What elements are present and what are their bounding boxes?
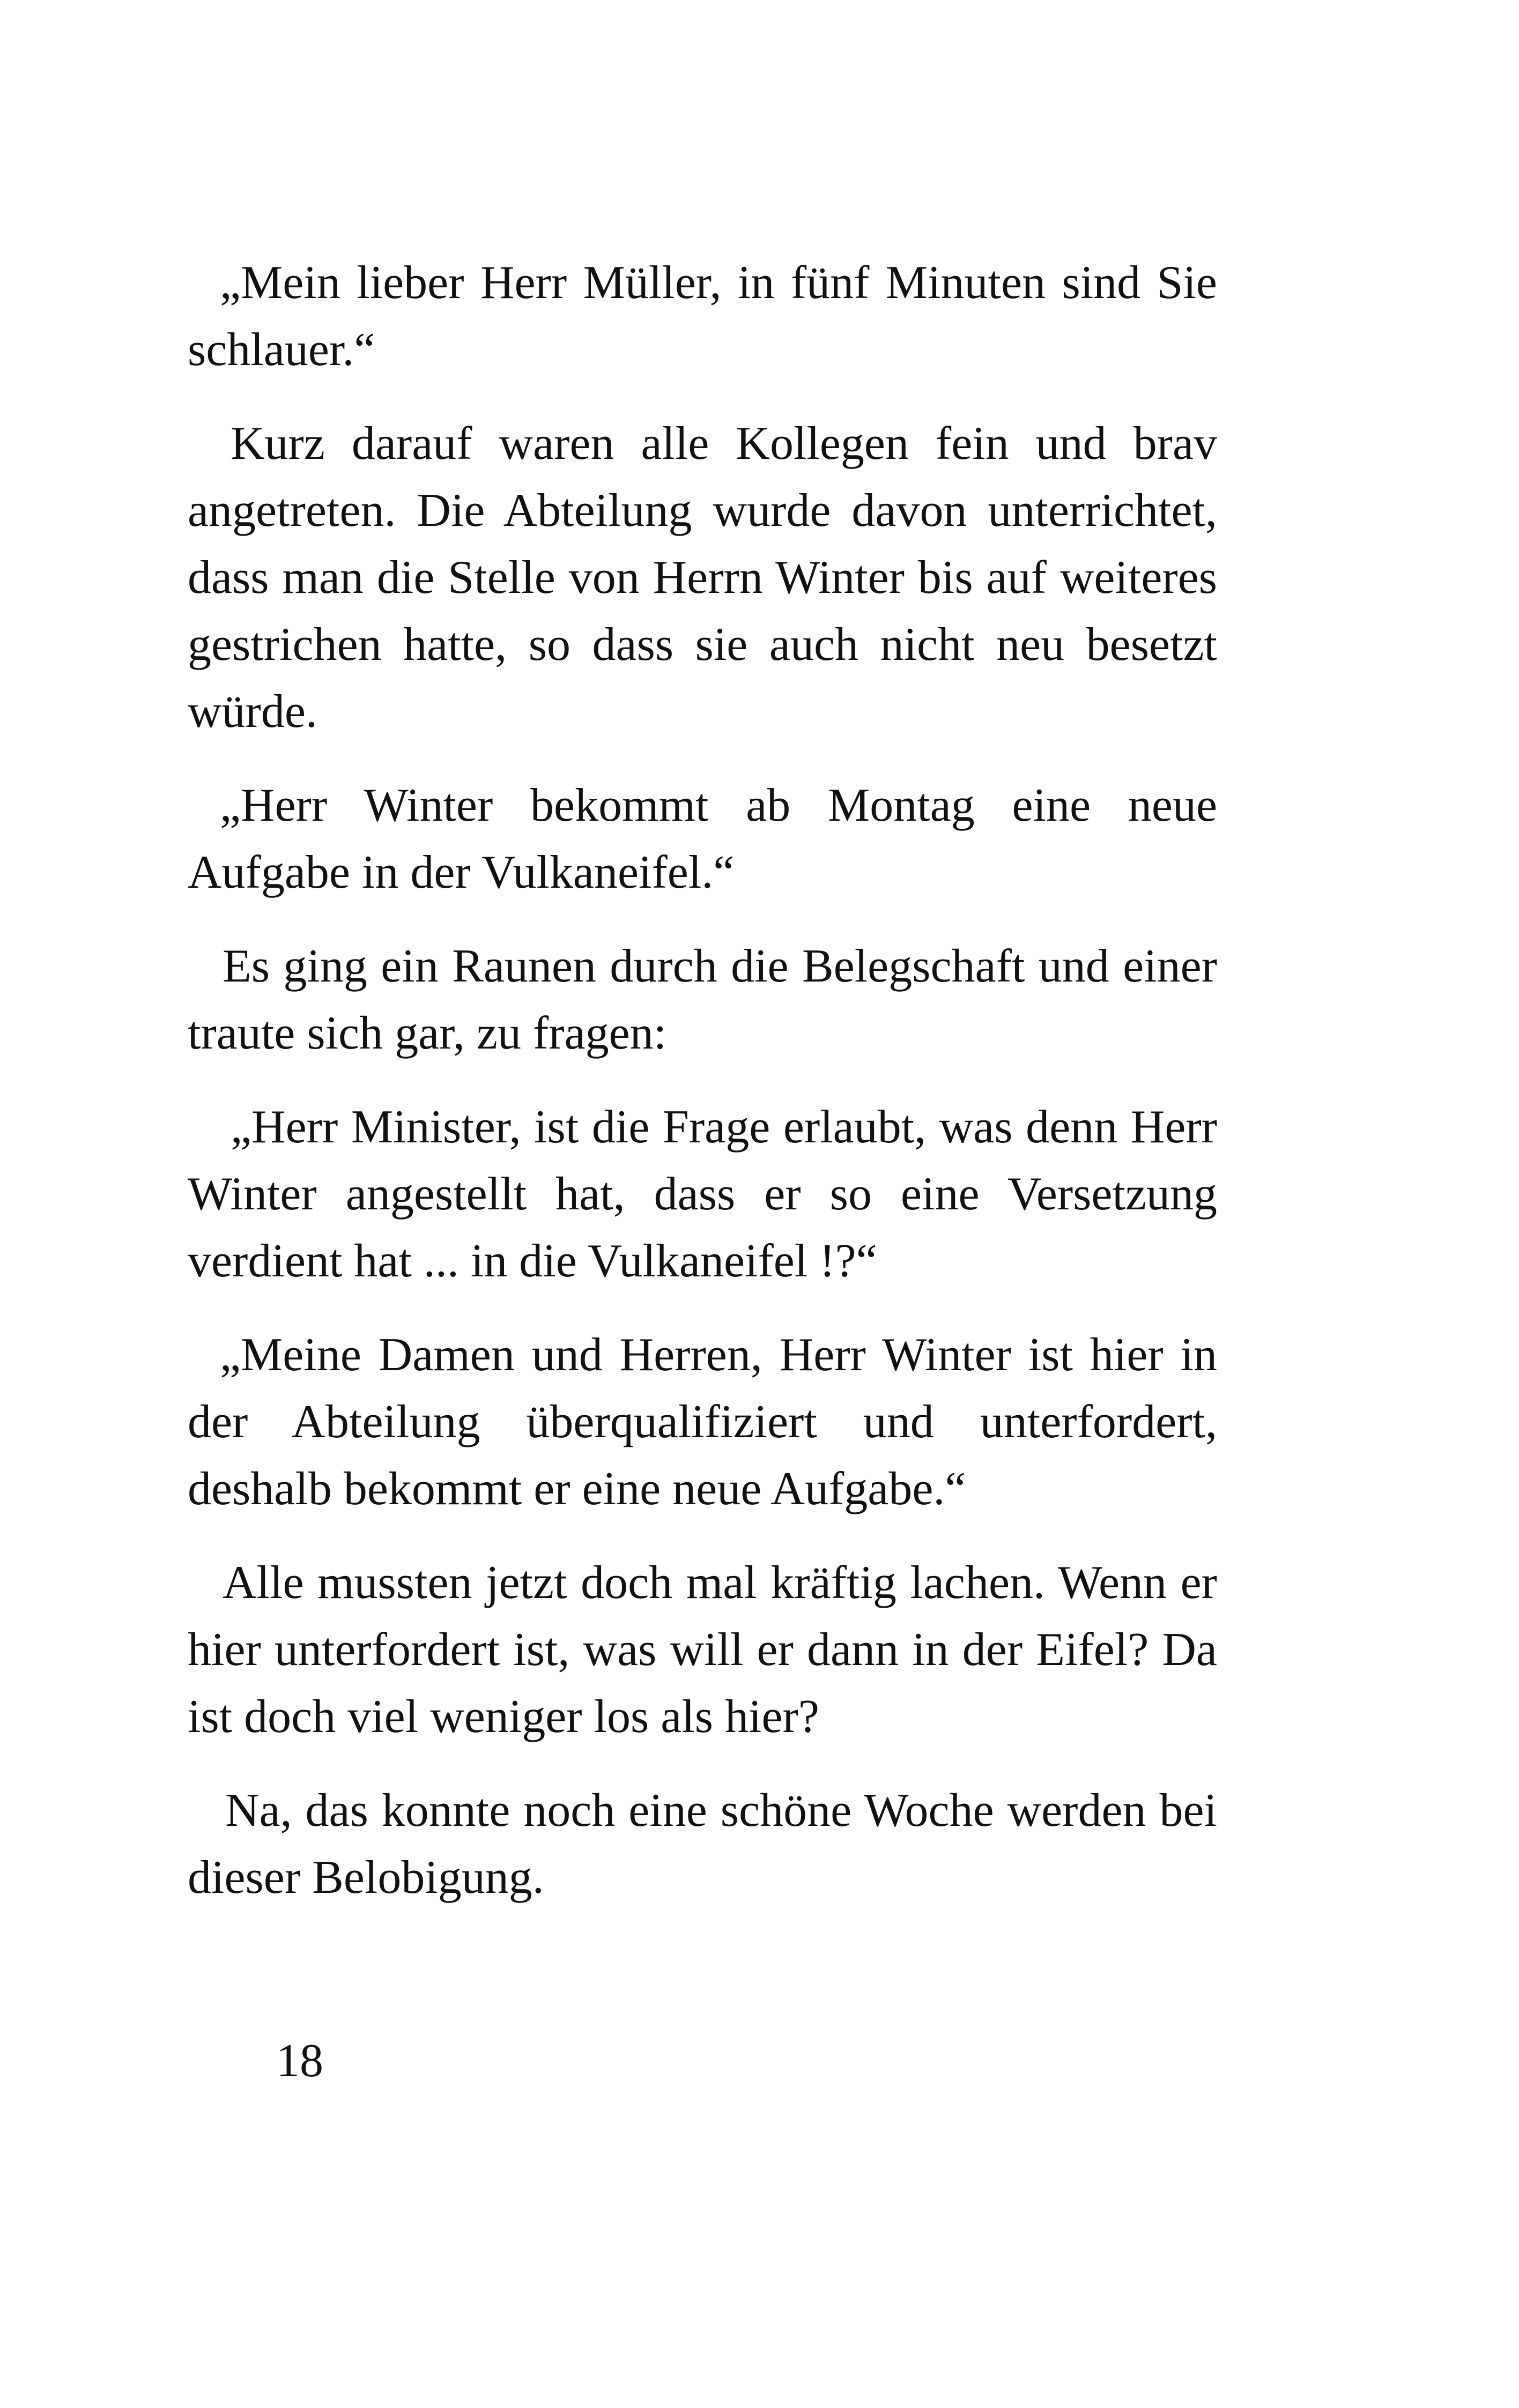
paragraph: „Meine Damen und Herren, Herr Winter ist hier in der Abteilung überqualifiziert und unterfordert, deshalb bekommt er eine neue Aufgabe.“	[188, 1329, 1217, 1515]
paragraph: Kurz darauf waren alle Kollegen fein und brav angetreten. Die Abteilung wurde davon unterrichtet, dass man die Stelle von Herrn Winter bis auf weiteres gestrichen hatte, so dass sie auch nicht neu besetzt würde.	[188, 418, 1217, 738]
body-text	[188, 249, 1217, 1938]
paragraph: Es ging ein Raunen durch die Belegschaft und einer traute sich gar, zu fragen:	[188, 940, 1217, 1059]
paragraph: „Mein lieber Herr Müller, in fünf Minuten sind Sie schlauer.“	[188, 257, 1217, 376]
paragraph: Alle mussten jetzt doch mal kräftig lachen. Wenn er hier unterfordert ist, was will er dann in der Eifel? Da ist doch viel weniger los als hier?	[188, 1557, 1217, 1743]
paragraph: „Herr Winter bekommt ab Montag eine neue Aufgabe in der Vulkaneifel.“	[188, 779, 1217, 898]
paragraph: Na, das konnte noch eine schöne Woche werden bei dieser Belobigung.	[188, 1785, 1217, 1904]
paragraph: „Herr Minister, ist die Frage erlaubt, was denn Herr Winter angestellt hat, dass er so eine Versetzung verdient hat ... in die Vulkaneifel !?“	[188, 1101, 1217, 1287]
page-number: 18	[276, 2035, 323, 2087]
